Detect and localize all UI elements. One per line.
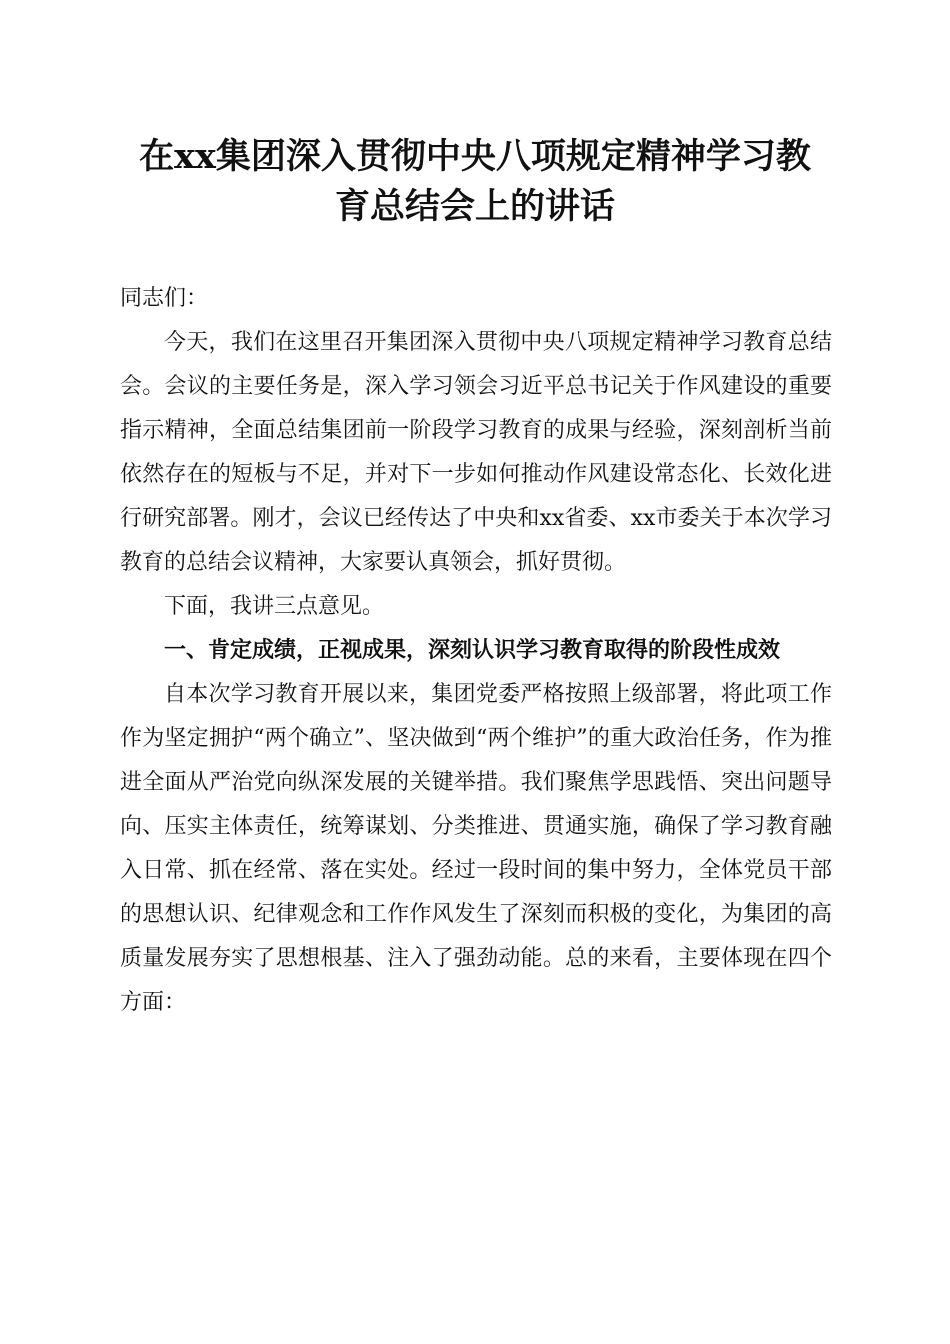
title-line-1: 在xx集团深入贯彻中央八项规定精神学习教 (139, 136, 811, 177)
section-heading-1: 一、肯定成绩，正视成果，深刻认识学习教育取得的阶段性成效 (164, 638, 781, 663)
title-line-2: 育总结会上的讲话 (334, 186, 615, 227)
document-body (120, 277, 832, 1025)
paragraph-section-1: 自本次学习教育开展以来，集团党委严格按照上级部署，将此项工作作为坚定拥护“两个确立”、坚决做到“两个维护”的重大政治任务，作为推进全面从严治党向纵深发展的关键举措。我们聚焦学思践悟、突出问题导向、压实主体责任，统筹谋划、分类推进、贯通实施，确保了学习教育融入日常、抓在经常、落在实处。经过一段时间的集中努力，全体党员干部的思想认识、纪律观念和工作作风发生了深刻而积极的变化，为集团的高质量发展夯实了思想根基、注入了强劲动能。总的来看，主要体现在四个方面： (120, 682, 832, 1015)
paragraph-opening: 今天，我们在这里召开集团深入贯彻中央八项规定精神学习教育总结会。会议的主要任务是，深入学习领会习近平总书记关于作风建设的重要指示精神，全面总结集团前一阶段学习教育的成果与经验，深刻剖析当前依然存在的短板与不足，并对下一步如何推动作风建设常态化、长效化进行研究部署。刚才，会议已经传达了中央和xx省委、xx市委关于本次学习教育的总结会议精神，大家要认真领会，抓好贯彻。 (120, 330, 832, 575)
salutation: 同志们： (120, 286, 209, 311)
paragraph-transition: 下面，我讲三点意见。 (164, 594, 385, 619)
document-title (100, 132, 850, 232)
